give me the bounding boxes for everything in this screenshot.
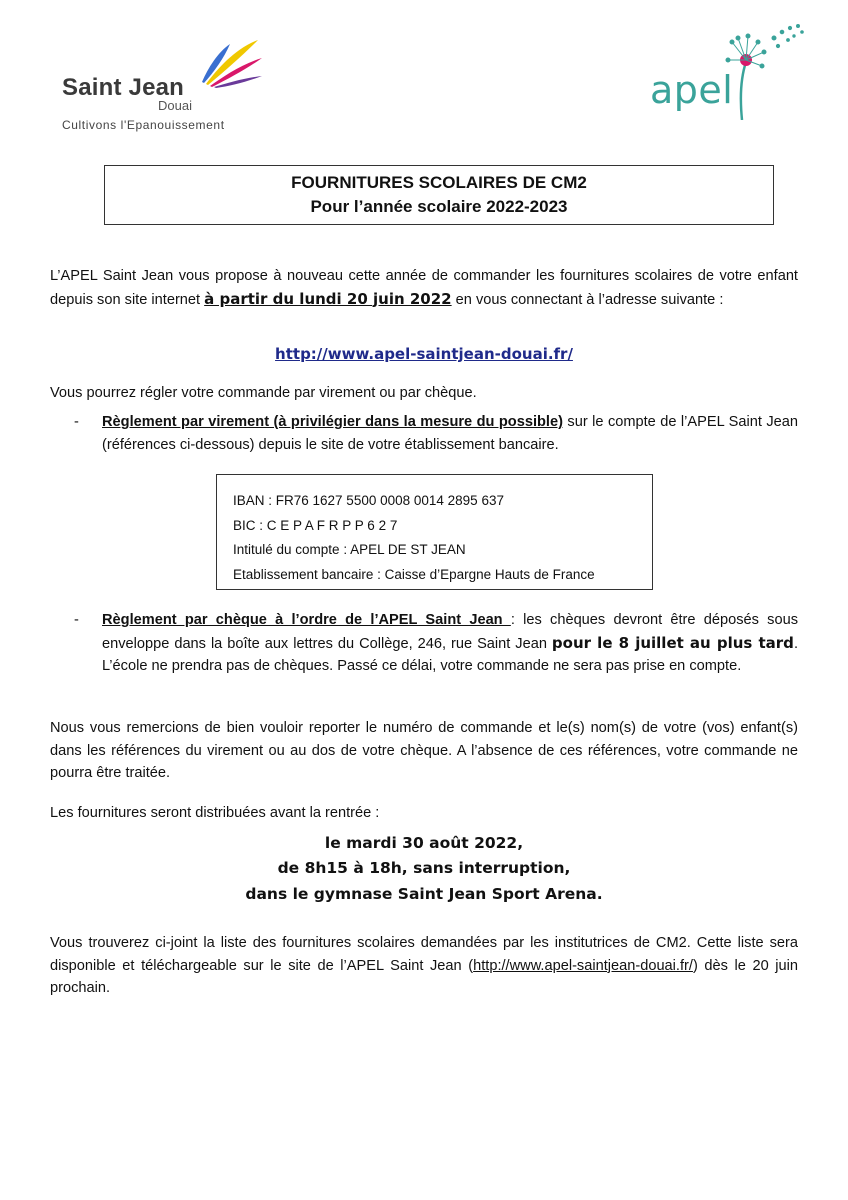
bank-bic: BIC : C E P A F R P P 6 2 7	[233, 517, 398, 533]
saint-jean-name: Saint Jean	[62, 74, 185, 101]
distribution-hours: de 8h15 à 18h, sans interruption,	[277, 859, 571, 877]
apel-logo	[648, 20, 808, 130]
website-link-line	[50, 343, 798, 367]
distribution-place: dans le gymnase Saint Jean Sport Arena.	[245, 885, 603, 903]
saint-jean-city: Douai	[158, 98, 192, 113]
closing-paragraph: Vous trouverez ci-joint la liste des fournitures scolaires demandées par les institutrices de CM2. Cette liste sera disponible et téléchargeable sur le site de l’APEL Saint Jean (http://www.apel-saintjean-douai.fr/) dès le 20 juin prochain.	[50, 935, 798, 996]
apel-wordmark: apel	[650, 68, 734, 112]
bank-iban: IBAN : FR76 1627 5500 0008 0014 2895 637	[233, 493, 504, 508]
payment-intro: Vous pourrez régler votre commande par virement ou par chèque.	[50, 385, 477, 401]
title-line-2: Pour l’année scolaire 2022-2023	[310, 197, 568, 216]
closing-website-link[interactable]: http://www.apel-saintjean-douai.fr/	[473, 957, 693, 974]
distribution-intro: Les fournitures seront distribuées avant la rentrée :	[50, 805, 380, 821]
saint-jean-feathers-icon	[196, 38, 266, 88]
saint-jean-logo	[56, 38, 266, 138]
intro-paragraph: L’APEL Saint Jean vous propose à nouveau cette année de commander les fournitures scolaires de votre enfant depuis son site internet à partir du lundi 20 juin 2022 en vous connectant à l’adresse suivante :	[50, 268, 798, 308]
saint-jean-tagline: Cultivons l'Epanouissement	[62, 118, 225, 132]
website-link[interactable]: http://www.apel-saintjean-douai.fr/	[275, 345, 573, 363]
bank-account-name: Intitulé du compte : APEL DE ST JEAN	[233, 542, 466, 557]
bullet-cheque: - Règlement par chèque à l’ordre de l’APEL Saint Jean : les chèques devront être déposés sous enveloppe dans la boîte aux lettres du Collège, 246, rue Saint Jean pour le 8 juillet au plus tard. L’école ne prendra pas de chèques. Passé ce délai, votre commande ne sera pas prise en compte.	[74, 609, 798, 678]
cheque-deadline: pour le 8 juillet au plus tard	[551, 633, 794, 652]
document-title-box	[104, 165, 774, 225]
distribution-date: le mardi 30 août 2022,	[324, 834, 524, 852]
bullet-dash: -	[74, 414, 79, 430]
references-note: Nous vous remercions de bien vouloir reporter le numéro de commande et le(s) nom(s) de votre (vos) enfant(s) dans les références du virement ou au dos de votre chèque. A l’absence de ces références, votre commande ne pourra être traitée.	[50, 720, 798, 781]
title-line-1: FOURNITURES SCOLAIRES DE CM2	[291, 173, 587, 192]
virement-label: Règlement par virement (à privilégier dans la mesure du possible)	[102, 414, 563, 430]
bank-details-box	[216, 474, 653, 590]
bank-institution: Etablissement bancaire : Caisse d’Epargne Hauts de France	[233, 566, 595, 582]
order-start-date: à partir du lundi 20 juin 2022	[204, 289, 452, 308]
bullet-dash: -	[74, 612, 79, 628]
cheque-label: Règlement par chèque à l’ordre de l’APEL Saint Jean	[102, 612, 511, 628]
bullet-virement: - Règlement par virement (à privilégier dans la mesure du possible) sur le compte de l’APEL Saint Jean (références ci-dessous) depuis le site de votre établissement bancaire.	[74, 411, 798, 456]
